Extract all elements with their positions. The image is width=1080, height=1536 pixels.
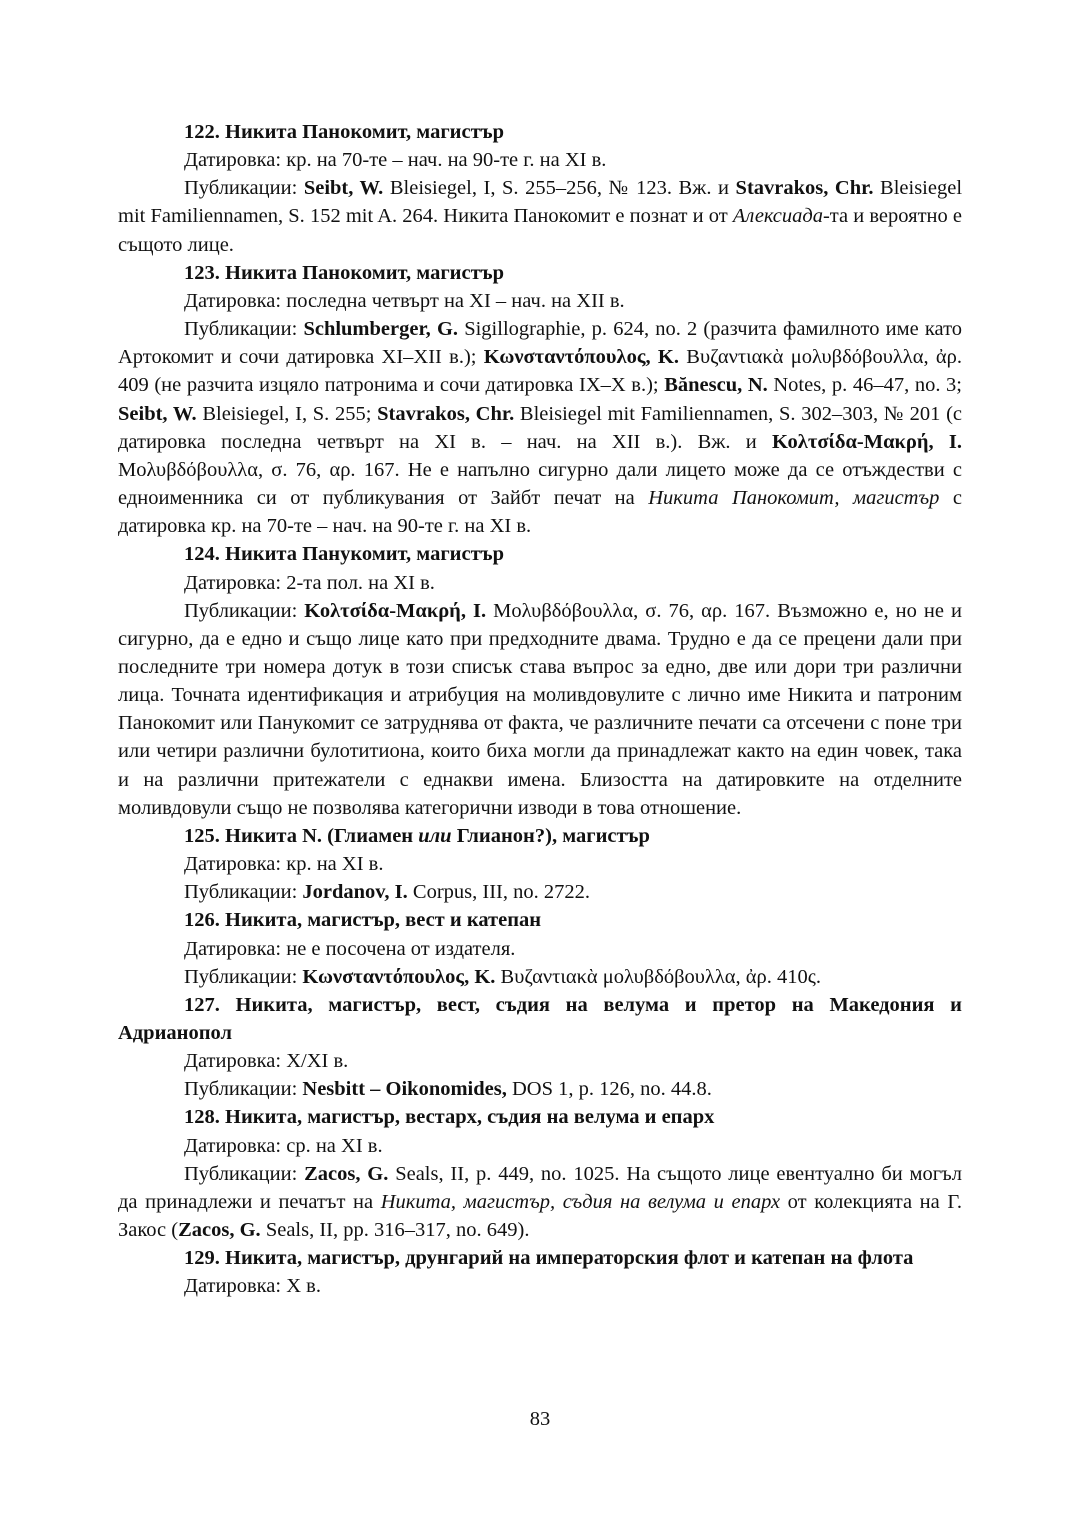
entry-dating: Датировка: X в. — [184, 1275, 321, 1298]
entry-dating: Датировка: ср. на XI в. — [184, 1134, 383, 1157]
entry-heading: 126. Никита, магистър, вест и катепан — [184, 909, 542, 932]
entry-publications: Публикации: Seibt, W. Bleisiegel, I, S. 255–256, № 123. Вж. и Stavrakos, Chr. Bleisiegel mit Familiennamen, S. 152 mit A. 264. Никита Панокомит е познат и от Алексиада-та и вероятно е същото лице. — [118, 177, 963, 256]
entry-dating: Датировка: кр. на 70-те – нач. на 90-те г. на XI в. — [184, 149, 607, 172]
entry-heading: 129. Никита, магистър, друнгарий на императорския флот и катепан на флота — [184, 1247, 914, 1270]
entry-dating: Датировка: последна четвърт на XI – нач. на XII в. — [184, 289, 625, 312]
page-number: 83 — [529, 1408, 551, 1430]
entry-heading: 123. Никита Панокомит, магистър — [184, 261, 505, 284]
document-page — [118, 118, 962, 1301]
entry-heading: 122. Никита Панокомит, магистър — [184, 121, 505, 143]
entry-publications: Публикации: Schlumberger, G. Sigillographie, p. 624, no. 2 (разчита фамилното име като Артокомит и сочи датировка XI–XII в.); Κωνσταντόπουλος, Κ. Βυζαντιακὰ μολυβδόβουλλα, ἀρ. 409 (не разчита изцяло патронима и сочи датировка IX–X в.); Bănescu, N. Notes, p. 46–47, no. 3; Seibt, W. Bleisiegel, I, S. 255; Stavrakos, Chr. Bleisiegel mit Familiennamen, S. 302–303, № 201 (с датировка последна четвърт на XI в. – нач. на XII в.). Вж. и Κολτσίδα-Μακρή, Ι. Μολυβδόβουλλα, σ. 76, αρ. 167. Не е напълно сигурно дали лицето може да се отъждестви с едноименника си от публикувания от Зайбт печат на Никита Панокомит, магистър с датировка кр. на 70-те – нач. на 90-те г. на XI в. — [118, 318, 963, 538]
entry-publications: Публикации: Nesbitt – Oikonomides, DOS 1, p. 126, no. 44.8. — [184, 1078, 712, 1101]
entry-heading: 125. Никита N. (Глиамен или Глианон?), магистър — [184, 824, 650, 847]
entry-dating: Датировка: 2-та пол. на XI в. — [184, 571, 435, 594]
entry-dating: Датировка: X/XI в. — [184, 1050, 349, 1073]
entry-heading: 127. Никита, магистър, вест, съдия на велума и претор на Македония и Адрианопол — [118, 993, 962, 1044]
entry-publications: Публикации: Zacos, G. Seals, II, p. 449, no. 1025. На същото лице евентуално би могъл да принадлежи и печатът на Никита, магистър, съдия на велума и епарх от колекцията на Г. Закос (Zacos, G. Seals, II, pp. 316–317, no. 649). — [118, 1162, 962, 1242]
entry-dating: Датировка: кр. на XI в. — [184, 853, 384, 876]
entry-publications: Публикации: Jordanov, I. Corpus, III, no. 2722. — [184, 881, 590, 904]
entry-heading: 128. Никита, магистър, вестарх, съдия на велума и епарх — [184, 1106, 715, 1129]
entry-publications: Публикации: Κωνσταντόπουλος, Κ. Βυζαντιακὰ μολυβδόβουλλα, ἀρ. 410ς. — [184, 965, 822, 988]
entry-heading: 124. Никита Панукомит, магистър — [184, 543, 505, 566]
entry-publications: Публикации: Κολτσίδα-Μακρή, Ι. Μολυβδόβουλλα, σ. 76, αρ. 167. Възможно е, но не и сигурно, да е едно и също лице като при предходните двама. Трудно е да се прецени дали при последните три номера дотук в този списък става въпрос за едно, две или дори три различни лица. Точната идентификация и атрибуция на моливдовулите с лично име Никита и патроним Панокомит или Панукомит се затруднява от факта, че различните печати са отсечени с поне три или четири различни булотитиона, които биха могли да принадлежат както на един човек, така и на различни притежатели с еднакви имена. Близостта на датировките на отделните моливдовули също не позволява категорични изводи в това отношение. — [118, 599, 962, 819]
entry-dating: Датировка: не е посочена от издателя. — [184, 937, 516, 960]
